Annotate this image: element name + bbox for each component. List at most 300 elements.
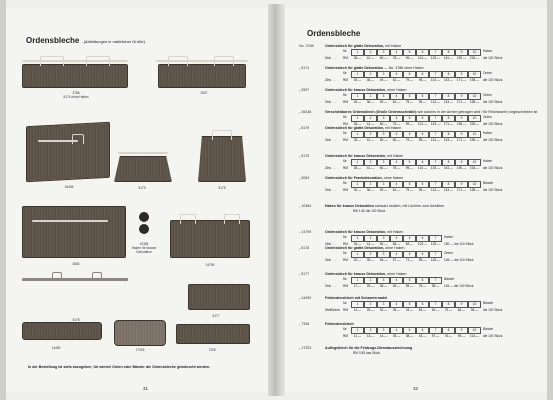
- unit-label: RM: [343, 78, 348, 82]
- price-cell: 5: [403, 277, 416, 284]
- caption-text: 3786: [72, 91, 80, 95]
- material-label: [325, 159, 343, 166]
- price-cell: 3: [377, 93, 390, 100]
- price-cell: 45.—: [392, 284, 401, 288]
- entry-note: schwarz lackiert, mit Löchern zum Annähen: [374, 204, 445, 208]
- price-cell: 78.—: [392, 56, 401, 60]
- material-label: Zink . . .: [325, 258, 337, 262]
- price-cell: 35.—: [392, 308, 401, 312]
- plate-image: [26, 122, 110, 182]
- price-cell: 7: [429, 71, 442, 78]
- price-cell: 8: [442, 115, 455, 122]
- price-cell: 9: [455, 327, 468, 334]
- entry-note: mit Haken: [387, 230, 404, 234]
- entry-title: Ordensblech für glatte Dekoration,: [325, 126, 385, 130]
- row-tail: Bänder: [483, 181, 494, 185]
- price-cell: 3: [377, 181, 390, 188]
- price-cell: 2: [364, 327, 377, 334]
- price-cell: 25.—: [366, 308, 375, 312]
- price-cell: 9: [455, 131, 468, 138]
- row-tail: Bänder: [444, 277, 455, 281]
- bar-image: [156, 60, 248, 62]
- price-cell: 4: [390, 93, 403, 100]
- price-cell: 75.—: [405, 100, 414, 104]
- price-cell: 7: [429, 181, 442, 188]
- row-tail: die 100 Stück: [483, 56, 503, 60]
- unit-label: RM: [343, 242, 348, 246]
- price-cell: 6: [416, 235, 429, 242]
- hook-image: [92, 272, 102, 278]
- price-cell: 3: [377, 115, 390, 122]
- material-label: [325, 71, 343, 78]
- price-row: [299, 131, 539, 138]
- entry-note: ohne Haken: [387, 88, 407, 92]
- price-cell: 3: [377, 327, 390, 334]
- material-label: [325, 93, 343, 100]
- price-cell: 1: [351, 49, 364, 56]
- figure-5175: [198, 130, 246, 182]
- figure-14490: [22, 322, 102, 340]
- price-row: [299, 308, 539, 313]
- price-cell: 1: [351, 181, 364, 188]
- price-cell: 49.—: [379, 188, 388, 192]
- bar-image: [32, 220, 108, 222]
- bar-image: [22, 278, 128, 281]
- price-entry: [299, 272, 539, 289]
- price-cell: 95.—: [418, 188, 427, 192]
- row-tail: Haken: [444, 235, 454, 239]
- unit-label: für: [343, 93, 347, 97]
- price-cell: 161.—: [443, 56, 454, 60]
- price-cell: 78.—: [392, 166, 401, 170]
- unit-label: RM: [343, 122, 348, 126]
- price-cell: 62.—: [392, 78, 401, 82]
- price-cell: 64.—: [431, 308, 440, 312]
- price-cell: 7: [429, 301, 442, 308]
- row-tail: die 100 Stück: [483, 100, 503, 104]
- unit-label: [343, 209, 351, 214]
- price-cell: 79.—: [405, 188, 414, 192]
- left-page-title: [26, 36, 145, 45]
- price-cell: 143.—: [443, 100, 454, 104]
- price-row: [299, 327, 539, 334]
- price-cell: 4: [390, 49, 403, 56]
- price-cell: 35.—: [366, 258, 375, 262]
- price-cell: 3: [377, 277, 390, 284]
- price-cell: 75.—: [444, 308, 453, 312]
- price-cell: 36.—: [366, 78, 375, 82]
- article-number: „ 5174: [299, 66, 310, 70]
- price-cell: 4: [390, 327, 403, 334]
- article-number: „ 2507: [299, 88, 310, 92]
- caption-text: 10384: [139, 242, 149, 246]
- material-label: Zink . . .: [325, 100, 337, 104]
- price-entry: [299, 346, 539, 356]
- price-cell: 30.—: [353, 188, 362, 192]
- price-cell: 5: [403, 181, 416, 188]
- price-row: [299, 188, 539, 193]
- caption-text: 17203: [135, 348, 145, 352]
- price-cell: 7: [429, 251, 442, 258]
- price-cell: 6: [416, 251, 429, 258]
- material-label: Zink . . .: [325, 242, 337, 246]
- price-cell: 5: [403, 131, 416, 138]
- plate-image: [198, 136, 246, 182]
- material-label: Weißblech: [325, 308, 340, 312]
- hook-image: [224, 214, 240, 224]
- price-row: [299, 166, 539, 171]
- price-row: [299, 258, 539, 263]
- price-row: [299, 159, 539, 166]
- entry-title: Ordensblech für glatte Dekoration,: [325, 246, 385, 250]
- caption-14490: [46, 346, 66, 350]
- row-tail: Orden: [483, 71, 492, 75]
- price-cell: 10: [468, 327, 481, 334]
- price-cell: 143.—: [443, 78, 454, 82]
- caption-3786: [46, 91, 106, 99]
- row-tail: Haken: [483, 131, 493, 135]
- material-label: Zink . . .: [325, 78, 337, 82]
- caption-text: 5177: [212, 314, 220, 318]
- price-cell: 9: [455, 181, 468, 188]
- price-cell: 4: [390, 277, 403, 284]
- price-cell: 3: [377, 131, 390, 138]
- price-row: [299, 301, 539, 308]
- price-cell: 114.—: [430, 78, 441, 82]
- price-cell: 5: [403, 49, 416, 56]
- price-cell: 59.—: [405, 284, 414, 288]
- price-cell: 79.—: [405, 78, 414, 82]
- price-cell: 11.—: [353, 334, 362, 338]
- unit-label: [343, 351, 351, 356]
- price-cell: 228.—: [469, 122, 480, 126]
- hook-image: [52, 272, 62, 278]
- price-cell: 133.—: [430, 166, 441, 170]
- unit-label: für: [343, 277, 347, 281]
- price-cell: 2: [364, 93, 377, 100]
- price-cell: 1: [351, 251, 364, 258]
- entry-note: ohne Haken: [385, 246, 405, 250]
- material-label: Zink . . .: [325, 138, 337, 142]
- price-cell: 4: [390, 181, 403, 188]
- article-number: „ 5175: [299, 154, 310, 158]
- caption-2507: [194, 91, 214, 95]
- material-label: [325, 251, 343, 258]
- price-cell: 8: [442, 131, 455, 138]
- plate-image: [158, 64, 246, 88]
- row-tail: Haken: [483, 49, 493, 53]
- price-cell: 114.—: [430, 188, 441, 192]
- material-label: Zink . . .: [325, 166, 337, 170]
- entry-title: Ordensblech für krause Dekoration,: [325, 154, 387, 158]
- price-cell: 7: [429, 49, 442, 56]
- price-cell: 10: [468, 115, 481, 122]
- price-entry: [299, 66, 539, 83]
- unit-label: RM: [343, 258, 348, 262]
- price-cell: 95.—: [418, 138, 427, 142]
- entry-title: Ordensblech für glatte Dekoration,: [325, 44, 385, 48]
- price-cell: 35.—: [392, 334, 401, 338]
- price-cell: 2: [364, 159, 377, 166]
- price-cell: 36.—: [366, 100, 375, 104]
- price-cell: 78.—: [418, 284, 427, 288]
- price-cell: 114.—: [417, 166, 428, 170]
- price-cell: 104.—: [417, 242, 428, 246]
- price-cell: 6: [416, 181, 429, 188]
- price-cell: 38.—: [405, 334, 414, 338]
- entry-note: ohne Haken: [383, 176, 404, 180]
- price-cell: 5: [403, 301, 416, 308]
- price-cell: 2: [364, 301, 377, 308]
- price-row: [299, 100, 539, 105]
- row-tail: die 100 Stück: [483, 308, 503, 312]
- price-cell: 49.—: [379, 100, 388, 104]
- plate-image: [188, 284, 250, 310]
- price-cell: 8: [442, 49, 455, 56]
- caption-text: 2507: [200, 91, 208, 95]
- price-cell: 7: [429, 93, 442, 100]
- price-cell: 1: [351, 277, 364, 284]
- material-label: [325, 301, 343, 308]
- price-cell: 30.—: [353, 78, 362, 82]
- price-cell: 75.—: [392, 122, 401, 126]
- price-cell: 9: [455, 301, 468, 308]
- price-row: [299, 277, 539, 284]
- price-cell: 5: [403, 115, 416, 122]
- price-cell: 8: [442, 301, 455, 308]
- price-entry: [299, 44, 539, 61]
- row-tail: die 100 Stück: [483, 122, 503, 126]
- entry-note: ohne Haken: [387, 272, 407, 276]
- price-entry: [299, 204, 539, 214]
- entry-title: Haken für krause Dekoration: [325, 204, 374, 208]
- price-cell: 6: [416, 71, 429, 78]
- price-cell: 35.—: [353, 166, 362, 170]
- price-cell: 4: [390, 71, 403, 78]
- price-cell: 95.—: [405, 56, 414, 60]
- price-cell: 35.—: [353, 138, 362, 142]
- entry-note: wie solches in der Armee getragen wird / für Reichswehr vorgeschrieben ist: [417, 110, 538, 114]
- price-cell: 10: [468, 181, 481, 188]
- price-cell: 9: [455, 115, 468, 122]
- plate-image: [114, 320, 166, 346]
- row-tail: Bänder: [483, 327, 494, 331]
- price-entry: [299, 296, 539, 313]
- row-tail: 118.— die 100 Stück: [444, 284, 474, 288]
- price-cell: 60.—: [379, 166, 388, 170]
- price-cell: 41.—: [366, 242, 375, 246]
- entry-title: Ordensblech für krause Dekoration,: [325, 272, 387, 276]
- price-row: [299, 138, 539, 143]
- material-label: [325, 115, 343, 122]
- left-subtitle: (Abbildungen in natürlicher Größe): [83, 39, 145, 44]
- price-cell: 6: [416, 93, 429, 100]
- material-label: [325, 49, 343, 56]
- price-cell: 2: [364, 181, 377, 188]
- right-page-number: 32: [413, 386, 419, 391]
- unit-label: RM: [343, 166, 348, 170]
- price-cell: 143.—: [443, 138, 454, 142]
- plate-image: [170, 220, 250, 258]
- price-cell: 6: [416, 131, 429, 138]
- figure-16436: [26, 124, 110, 180]
- figure-17203: [114, 320, 166, 346]
- price-cell: 114.—: [417, 122, 428, 126]
- price-cell: 6: [416, 115, 429, 122]
- row-tail: die 100 Stück: [483, 188, 503, 192]
- price-entry: [299, 88, 539, 105]
- price-cell: 5: [403, 251, 416, 258]
- caption-5177: [206, 314, 226, 318]
- price-cell: 4: [390, 131, 403, 138]
- price-cell: 14.—: [353, 308, 362, 312]
- price-cell: 161.—: [443, 166, 454, 170]
- price-cell: 133.—: [430, 56, 441, 60]
- price-cell: 7: [429, 277, 442, 284]
- price-cell: 10: [468, 93, 481, 100]
- price-cell: 35.—: [353, 122, 362, 126]
- unit-label: RM: [343, 138, 348, 142]
- price-cell: 5: [403, 159, 416, 166]
- caption-text: 3084: [72, 262, 80, 266]
- price-cell: 45.—: [379, 258, 388, 262]
- price-row: [299, 115, 539, 122]
- price-cell: 2: [364, 49, 377, 56]
- left-page-footer: In der Bestellung ist stets anzugeben, für wieviel Orden oder Bänder die Ordensbleche gewünscht werden.: [28, 365, 211, 369]
- caption-3084: [66, 262, 86, 266]
- price-cell: 1: [351, 301, 364, 308]
- price-entry: [299, 154, 539, 171]
- price-row: [299, 209, 539, 214]
- price-cell: 76.—: [444, 334, 453, 338]
- entry-note: mit Haken: [387, 154, 404, 158]
- price-cell: 1: [351, 115, 364, 122]
- price-cell: 190.—: [456, 166, 467, 170]
- price-cell: 7: [429, 159, 442, 166]
- unit-label: RM: [343, 188, 348, 192]
- left-page: [6, 8, 268, 392]
- price-cell: 61.—: [392, 188, 401, 192]
- entry-title: Auflegeblech für die Feldzugs-Dienstauszeichnung: [325, 346, 413, 350]
- price-cell: 71.—: [405, 258, 414, 262]
- price-cell: 95.—: [418, 78, 427, 82]
- price-cell: 60.—: [392, 138, 401, 142]
- price-entry: [299, 126, 539, 143]
- entry-note: mit Haken: [385, 44, 402, 48]
- row-tail: Orden: [483, 115, 492, 119]
- price-cell: 41.—: [366, 166, 375, 170]
- price-cell: 143.—: [443, 188, 454, 192]
- article-number: No. 3786: [299, 44, 314, 48]
- unit-label: für: [343, 301, 347, 305]
- price-cell: 1: [351, 159, 364, 166]
- unit-label: für: [343, 131, 347, 135]
- price-cell: 66.—: [392, 242, 401, 246]
- price-cell: 3: [377, 251, 390, 258]
- hook-image: [180, 214, 196, 224]
- material-label: [325, 334, 343, 339]
- figure-2507: [152, 52, 252, 88]
- price-cell: 1: [351, 235, 364, 242]
- price-cell: 198.—: [469, 188, 480, 192]
- hook-image: [139, 212, 149, 222]
- unit-label: RM: [343, 284, 348, 288]
- figure-3084: [22, 206, 126, 258]
- article-number: „ 16436: [299, 110, 312, 114]
- price-cell: 60.—: [379, 122, 388, 126]
- caption-text: 14490: [51, 346, 61, 350]
- price-cell: 32.—: [379, 308, 388, 312]
- price-cell: 83.—: [405, 242, 414, 246]
- price-cell: 98.—: [431, 284, 440, 288]
- price-cell: 10: [468, 131, 481, 138]
- price-cell: 35.—: [353, 56, 362, 60]
- entry-title: Ordensblech für krause Dekoration,: [325, 88, 387, 92]
- price-cell: 143.—: [430, 122, 441, 126]
- caption-text: 5175: [218, 186, 226, 190]
- caption-text: Haken für krause Dekoration: [131, 246, 157, 254]
- row-tail: RM 0.55 das Stück: [353, 351, 380, 355]
- material-label: [325, 277, 343, 284]
- price-cell: 114.—: [417, 56, 428, 60]
- price-cell: 114.—: [430, 100, 441, 104]
- price-cell: 60.—: [379, 56, 388, 60]
- row-tail: Orden: [444, 251, 453, 255]
- price-cell: 9: [455, 159, 468, 166]
- price-cell: 3: [377, 49, 390, 56]
- unit-label: für: [343, 235, 347, 239]
- price-cell: 53.—: [418, 308, 427, 312]
- entry-title: Feldordensblech: [325, 322, 354, 326]
- hook-image: [139, 224, 149, 234]
- price-cell: 14.—: [379, 334, 388, 338]
- price-row: [299, 235, 539, 242]
- row-tail: Bänder: [483, 301, 494, 305]
- price-cell: 6: [416, 49, 429, 56]
- price-cell: 50.—: [379, 138, 388, 142]
- price-cell: 5: [403, 71, 416, 78]
- material-label: [325, 181, 343, 188]
- unit-label: für: [343, 49, 347, 53]
- plate-image: [22, 206, 126, 258]
- material-label: [325, 235, 343, 242]
- article-number: „ 3084: [299, 176, 310, 180]
- price-cell: 41.—: [366, 138, 375, 142]
- unit-label: RM: [343, 56, 348, 60]
- price-cell: 2: [364, 115, 377, 122]
- price-cell: 95.—: [457, 334, 466, 338]
- price-cell: 4: [390, 301, 403, 308]
- price-cell: 1: [351, 93, 364, 100]
- price-entry: [299, 230, 539, 247]
- left-page-number: 31: [143, 386, 149, 391]
- caption-text: 14799: [205, 263, 215, 267]
- bar-image: [118, 152, 168, 154]
- price-cell: 95.—: [405, 166, 414, 170]
- row-tail: die 100 Stück: [483, 166, 503, 170]
- bar-image: [22, 60, 128, 62]
- price-cell: 3: [377, 301, 390, 308]
- row-tail: Orden: [483, 93, 492, 97]
- price-cell: 9: [455, 93, 468, 100]
- price-cell: 95.—: [470, 308, 479, 312]
- price-cell: 49.—: [379, 78, 388, 82]
- entry-title: Ordensblech für glatte Dekoration: [325, 66, 384, 70]
- price-row: [299, 284, 539, 289]
- article-number: „ 5177: [299, 272, 310, 276]
- price-row: [299, 351, 539, 356]
- unit-label: für: [343, 181, 347, 185]
